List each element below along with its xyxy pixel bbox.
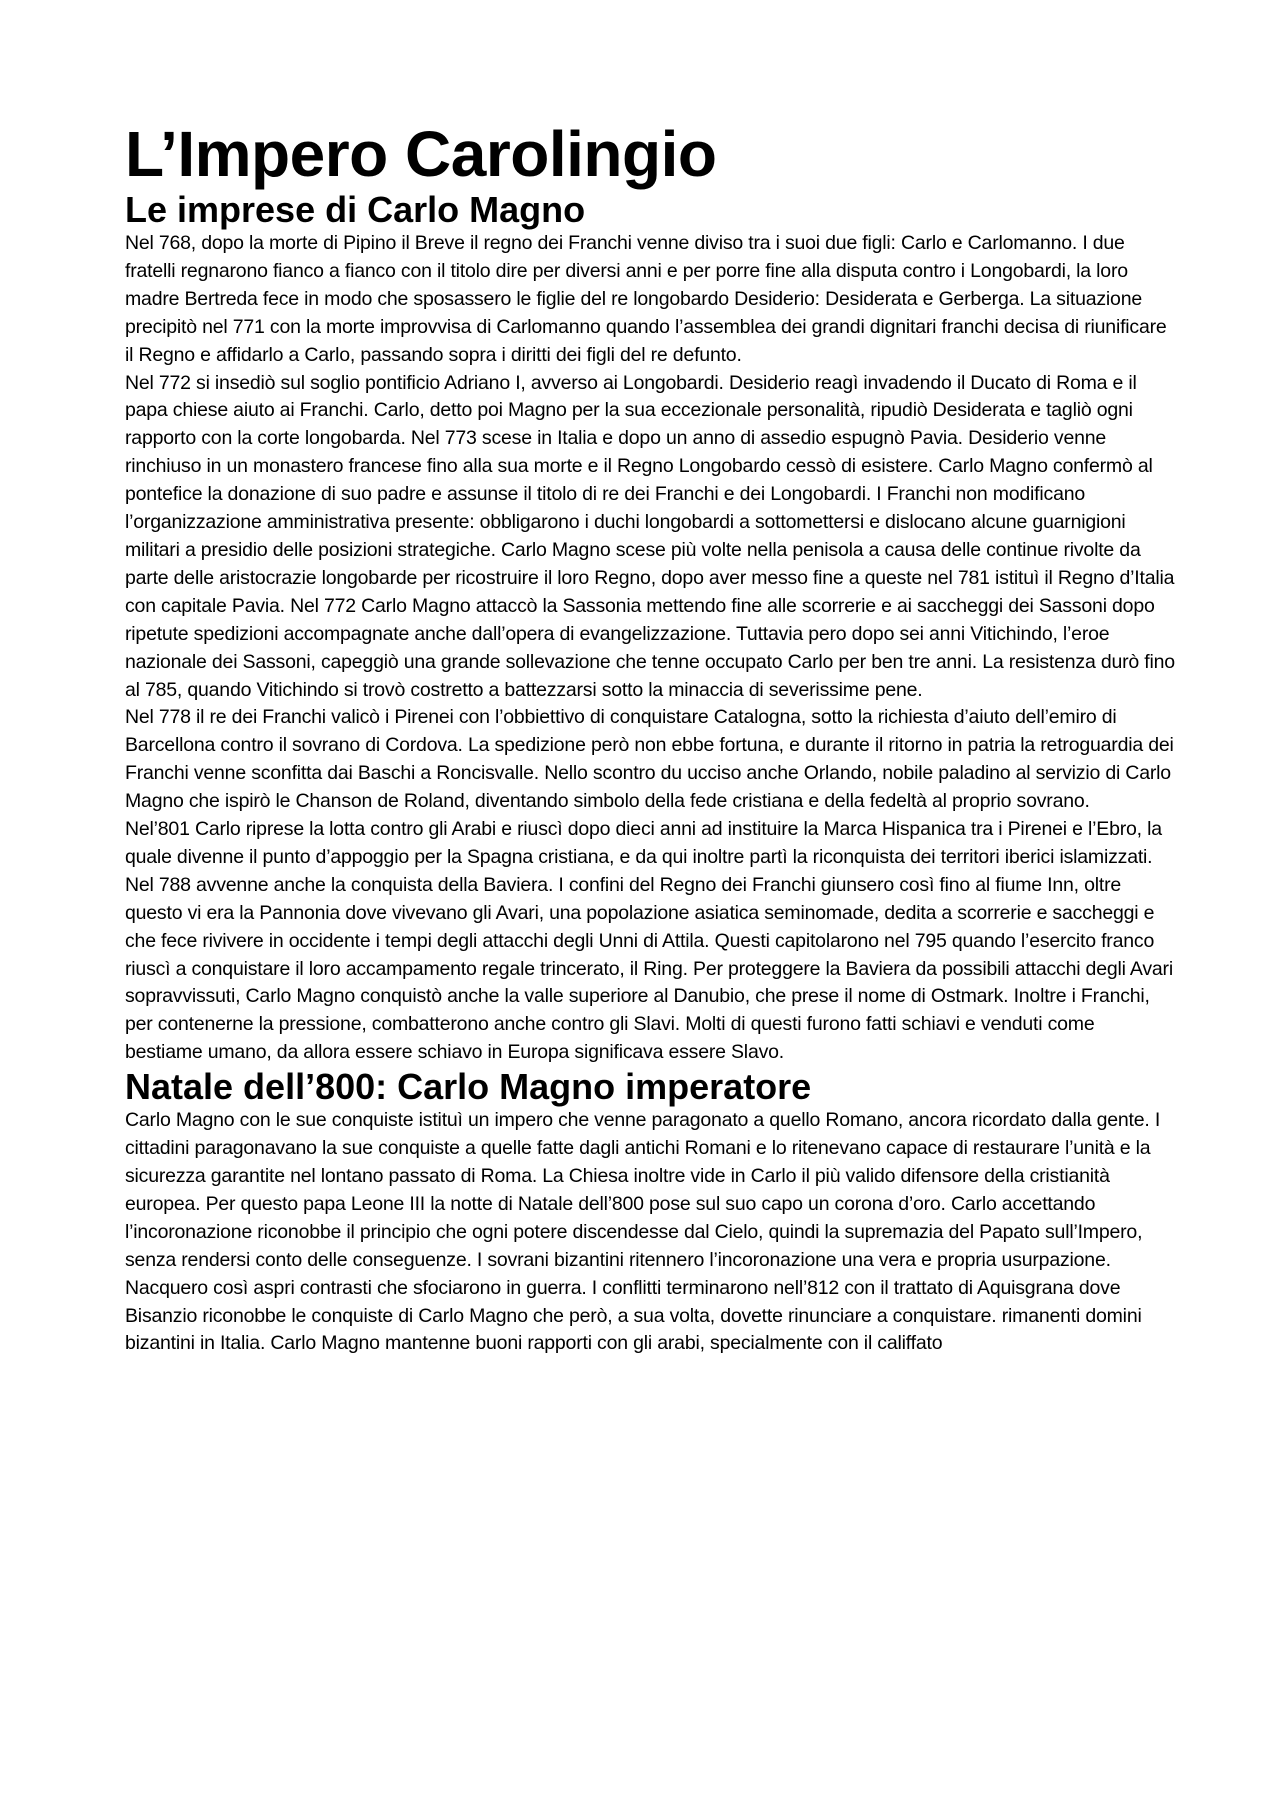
section-heading-imprese: Le imprese di Carlo Magno — [125, 189, 586, 230]
paragraph-778: Nel 778 il re dei Franchi valicò i Pirenei con l’obbiettivo di conquistare Catalogna, sotto la richiesta d’aiuto dell’emiro di Barcellona contro il sovrano di Cordova. La spedizione però non ebbe fortuna, e durante il ritorno in patria la retroguardia dei Franchi venne sconfitta dai Baschi a Roncisvalle. Nello scontro du ucciso anche Orlando, nobile paladino al servizio di Carlo Magno che ispirò le Chanson de Roland, diventando simbolo della fede cristiana e della fedeltà al proprio sovrano. — [125, 706, 1174, 813]
paragraph-788: Nel 788 avvenne anche la conquista della Baviera. I confini del Regno dei Franchi giunsero così fino al fiume Inn, oltre questo vi era la Pannonia dove vivevano gli Avari, una popolazione asiatica seminomade, dedita a scorrerie e saccheggi e che fece rivivere in occidente i tempi degli attacchi degli Unni di Attila. Questi capitolarono nel 795 quando l’esercito franco riuscì a conquistare il loro accampamento regale trincerato, il Ring. Per proteggere la Baviera da possibili attacchi degli Avari sopravvissuti, Carlo Magno conquistò anche la valle superiore al Danubio, che prese il nome di Ostmark. Inoltre i Franchi, per contenerne la pressione, combatterono anche contro gli Slavi. Molti di questi furono fatti schiavi e venduti come bestiame umano, da allora essere schiavo in Europa significava essere Slavo. — [125, 873, 1173, 1064]
paragraph-768: Nel 768, dopo la morte di Pipino il Breve il regno dei Franchi venne diviso tra i suoi due figli: Carlo e Carlomanno. I due fratelli regnarono fianco a fianco con il titolo dire per diversi anni e per porre fine alla disputa contro i Longobardi, la loro madre Bertreda fece in modo che sposassero le figlie del re longobardo Desiderio: Desiderata e Gerberga. La situazione precipitò nel 771 con la morte improvvisa di Carlomanno quando l’assemblea dei grandi dignitari franchi decisa di riunificare il Regno e affidarlo a Carlo, passando sopra i diritti dei figli del re defunto. — [125, 232, 1167, 366]
document-page — [125, 118, 1175, 1358]
section-heading-natale: Natale dell’800: Carlo Magno imperatore — [125, 1066, 812, 1108]
paragraph-incoronazione: Carlo Magno con le sue conquiste istituì un impero che venne paragonato a quello Romano, ancora ricordato dalla gente. I cittadini paragonavano la sue conquiste a quelle fatte dagli antichi Romani e lo ritenevano capace di restaurare l’unità e la sicurezza garantite nel lontano passato di Roma. La Chiesa inoltre vide in Carlo il più valido difensore della cristianità europea. Per questo papa Leone III la notte di Natale dell’800 pose sul suo capo un corona d’oro. Carlo accettando l’incoronazione riconobbe il principio che ogni potere discendesse dal Cielo, quindi la supremazia del Papato sull’Impero, senza rendersi conto delle conseguenze. I sovrani bizantini ritennero l’incoronazione una vera e propria usurpazione. Nacquero così aspri contrasti che sfociarono in guerra. I conflitti terminarono nell’812 con il trattato di Aquisgrana dove Bisanzio riconobbe le conquiste di Carlo Magno che però, a sua volta, dovette rinunciare a conquistare. rimanenti domini bizantini in Italia. Carlo Magno mantenne buoni rapporti con gli arabi, specialmente con il califfato — [125, 1109, 1161, 1355]
document-title: L’Impero Carolingio — [125, 118, 717, 190]
paragraph-801: Nel’801 Carlo riprese la lotta contro gli Arabi e riuscì dopo dieci anni ad instituire la Marca Hispanica tra i Pirenei e l’Ebro, la quale divenne il punto d’appoggio per la Spagna cristiana, e da qui inoltre partì la riconquista dei territori iberici islamizzati. — [125, 818, 1162, 868]
paragraph-772: Nel 772 si insediò sul soglio pontificio Adriano I, avverso ai Longobardi. Desiderio reagì invadendo il Ducato di Roma e il papa chiese aiuto ai Franchi. Carlo, detto poi Magno per la sua eccezionale personalità, ripudiò Desiderata e tagliò ogni rapporto con la corte longobarda. Nel 773 scese in Italia e dopo un anno di assedio espugnò Pavia. Desiderio venne rinchiuso in un monastero francese fino alla sua morte e il Regno Longobardo cessò di esistere. Carlo Magno confermò al pontefice la donazione di suo padre e assunse il titolo di re dei Franchi e dei Longobardi. I Franchi non modificano l’organizzazione amministrativa presente: obbligarono i duchi longobardi a sottomettersi e dislocano alcune guarnigioni militari a presidio delle posizioni strategiche. Carlo Magno scese più volte nella penisola a causa delle continue rivolte da parte delle aristocrazie longobarde per ricostruire il loro Regno, dopo aver messo fine a queste nel 781 istituì il Regno d’Italia con capitale Pavia. Nel 772 Carlo Magno attaccò la Sassonia mettendo fine alle scorrerie e ai saccheggi dei Sassoni dopo ripetute spedizioni accompagnate anche dall’opera di evangelizzazione. Tuttavia pero dopo sei anni Vitichindo, l’eroe nazionale dei Sassoni, capeggiò una grande sollevazione che tenne occupato Carlo per ben tre anni. La resistenza durò fino al 785, quando Vitichindo si trovò costretto a battezzarsi sotto la minaccia di severissime pene. — [125, 371, 1175, 701]
